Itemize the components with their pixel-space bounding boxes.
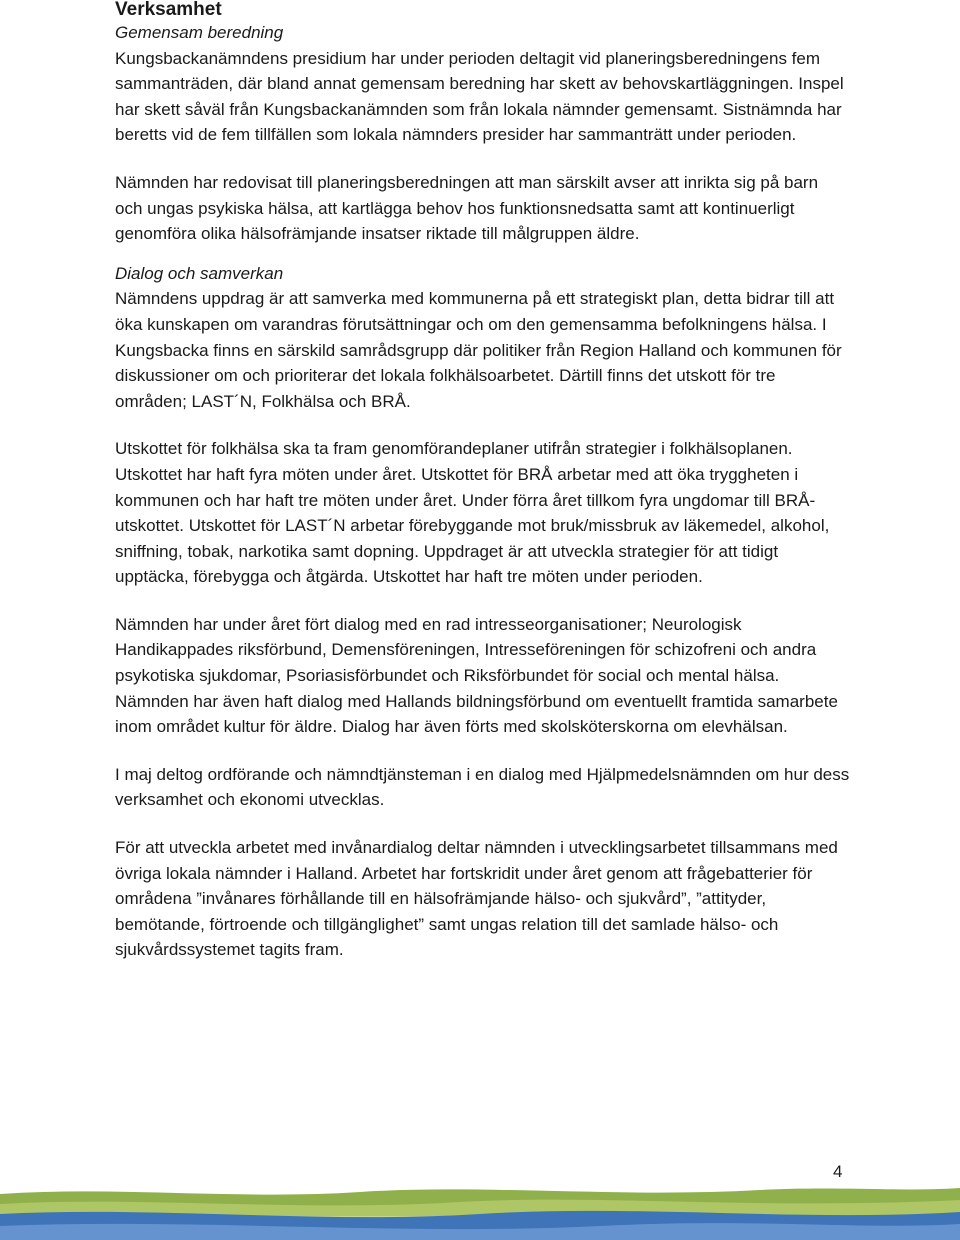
- paragraph-5: Nämnden har under året fört dialog med en rad intresseorganisationer; Neurologisk Handikappades riksförbund, Demensföreningen, Intresseföreningen för schizofreni och andra psykotiska sjukdomar, Psoriasisförbundet och Riksförbundet för social och mental hälsa. Nämnden har även haft dialog med Hallands bildningsförbund om eventuellt framtida samarbete inom området kultur för äldre. Dialog har även förts med skolsköterskorna om elevhälsan.: [115, 614, 838, 737]
- paragraph-4: Utskottet för folkhälsa ska ta fram genomförandeplaner utifrån strategier i folkhälsoplanen. Utskottet har haft fyra möten under året. Utskottet för BRÅ arbetar med att öka tryggheten i kommunen och har haft tre möten under året. Under förra året tillkom fyra ungdomar till BRÅ-utskottet. Utskottet för LAST´N arbetar förebyggande mot bruk/missbruk av läkemedel, alkohol, sniffning, tobak, narkotika samt dopning. Uppdraget är att utveckla strategier för att tidigt upptäcka, förebygga och åtgärda. Utskottet har haft tre möten under perioden.: [115, 439, 830, 587]
- paragraph-6: I maj deltog ordförande och nämndtjänsteman i en dialog med Hjälpmedelsnämnden om hur dess verksamhet och ekonomi utvecklas.: [115, 764, 850, 810]
- subheading-gemensam-beredning: Gemensam beredning: [115, 23, 284, 42]
- section-title: Verksamhet: [115, 0, 222, 20]
- paragraph-1: Kungsbackanämndens presidium har under perioden deltagit vid planeringsberedningens fem sammanträden, där bland annat gemensam beredning har skett av behovskartläggningen. Inspel har skett såväl från Kungsbackanämnden som från lokala nämnder gemensamt. Sistnämnda har beretts vid de fem tillfällen som lokala nämnders presider har sammanträtt under perioden.: [115, 48, 844, 145]
- footer-decorative-band: [0, 1182, 960, 1240]
- subheading-dialog-och-samverkan: Dialog och samverkan: [115, 263, 284, 283]
- paragraph-2: Nämnden har redovisat till planeringsberedningen att man särskilt avser att inrikta sig på barn och ungas psykiska hälsa, att kartlägga behov hos funktionsnedsatta samt att kontinuerligt genomföra olika hälsofrämjande insatser riktade till målgruppen äldre.: [115, 172, 819, 244]
- page-number: 4: [833, 1162, 843, 1181]
- paragraph-7: För att utveckla arbetet med invånardialog deltar nämnden i utvecklingsarbetet tillsammans med övriga lokala nämnder i Halland. Arbetet har fortskridit under året genom att frågebatterier för områdena ”invånares förhållande till en hälsofrämjande hälso- och sjukvård”, ”attityder, bemötande, förtroende och tillgänglighet” samt ungas relation till det samlade hälso- och sjukvårdssystemet tagits fram.: [115, 838, 838, 960]
- paragraph-3: Nämndens uppdrag är att samverka med kommunerna på ett strategiskt plan, detta bidrar till att öka kunskapen om varandras förutsättningar och om den gemensamma befolkningens hälsa. I Kungsbacka finns en särskild samrådsgrupp där politiker från Region Halland och kommunen för diskussioner om och prioriterar det lokala folkhälsoarbetet. Därtill finns det utskott för tre områden; LAST´N, Folkhälsa och BRÅ.: [115, 289, 842, 411]
- document-body: [115, 0, 850, 963]
